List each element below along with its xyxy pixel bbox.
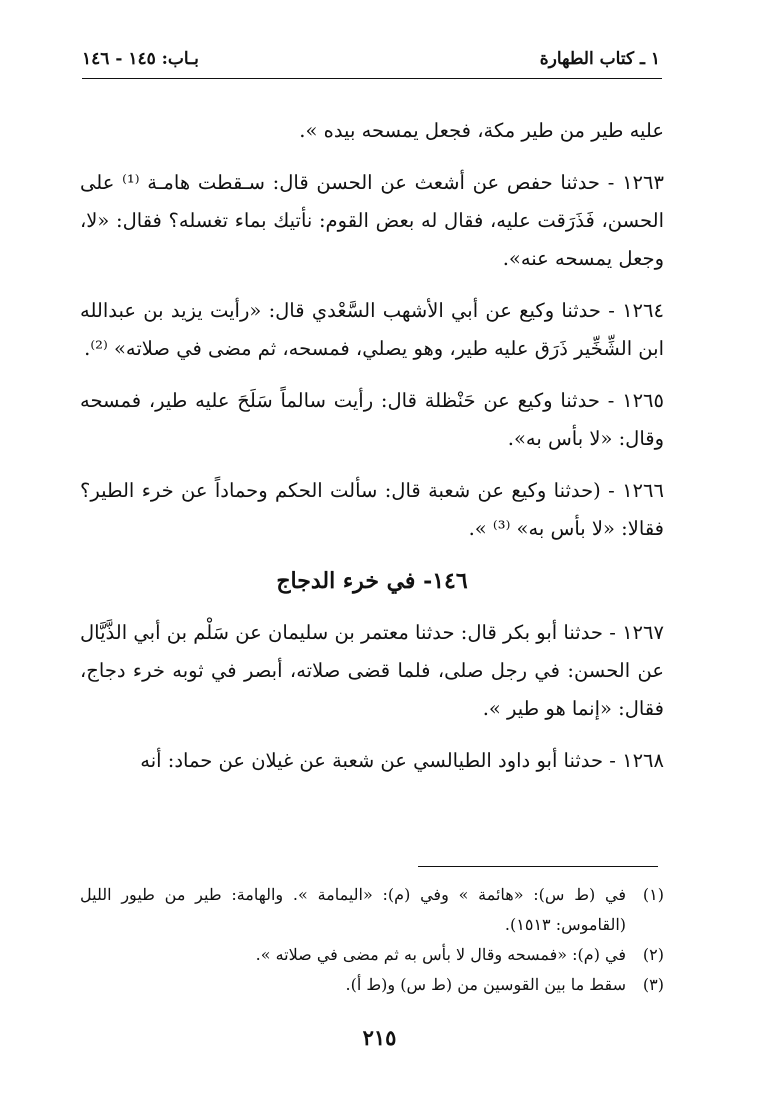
paragraph	[80, 382, 664, 458]
footnote-divider	[418, 866, 658, 867]
header-divider	[82, 78, 662, 79]
paragraph	[80, 292, 664, 368]
hadith-number: ١٢٦٨ -	[609, 749, 664, 772]
hadith-number: ١٢٦٤ -	[608, 299, 664, 322]
paragraph	[80, 742, 664, 780]
paragraph-text: عليه طير من طير مكة، فجعل يمسحه بيده ».	[299, 119, 664, 142]
hadith-number: ١٢٦٥ -	[607, 389, 664, 412]
footnote-number: (١)	[642, 885, 664, 904]
hadith-number: ١٢٦٦ -	[608, 479, 664, 502]
main-text	[80, 112, 664, 794]
footnote-number: (٣)	[642, 975, 664, 994]
paragraph	[80, 164, 664, 278]
footnote-text: سقط ما بين القوسين من (ط س) و(ط أ).	[345, 975, 626, 994]
footnote-number: (٢)	[642, 945, 664, 964]
running-header	[82, 44, 660, 74]
footnotes	[80, 880, 664, 1000]
header-book-title: ١ ـ كتاب الطهارة	[539, 49, 660, 69]
paragraph	[80, 472, 664, 548]
paragraph-text: حدثنا وكيع عن أبي الأشهب السَّعْدي قال: «رأيت يزيد بن عبدالله ابن الشِّخِّير ذَرَق عليه طير، وهو يصلي، فمسحه، ثم مضى في صلاته» ⁽²⁾.	[80, 299, 664, 360]
chapter-title: ١٤٦- في خرء الدجاج	[276, 568, 468, 594]
page-number: ٢١٥	[362, 1025, 397, 1050]
footnote	[80, 970, 664, 1000]
paragraph	[80, 614, 664, 728]
paragraph-text: حدثنا وكيع عن حَنْظلة قال: رأيت سالماً سَلَحَ عليه طير، فمسحه وقال: «لا بأس به».	[80, 389, 664, 450]
paragraph	[80, 112, 664, 150]
paragraph-text: حدثنا أبو بكر قال: حدثنا معتمر بن سليمان عن سَلْم بن أبي الذَّيَّال عن الحسن: في رجل صلى، فلما قضى صلاته، أبصر في ثوبه خرء دجاج، فقال: «إنما هو طير ».	[80, 621, 664, 720]
footnote	[80, 880, 664, 940]
paragraph-text: (حدثنا وكيع عن شعبة قال: سألت الحكم وحماداً عن خرء الطير؟ فقالا: «لا بأس به» ⁽³⁾ ».	[80, 479, 664, 540]
footnote	[80, 940, 664, 970]
hadith-number: ١٢٦٧ -	[609, 621, 664, 644]
paragraph-text: حدثنا حفص عن أشعث عن الحسن قال: سـقطت هامـة ⁽¹⁾ على الحسن، فَذَرَقت عليه، فقال له بعض القوم: نأتيك بماء تغسله؟ فقال: «لا، وجعل يمسحه عنه».	[80, 171, 664, 270]
header-chapter-range: بـاب: ١٤٥ - ١٤٦	[82, 49, 199, 69]
footnote-text: في (ط س): «هائمة » وفي (م): «اليمامة ». والهامة: طير من طيور الليل (القاموس: ١٥١٣).	[80, 885, 626, 934]
paragraph-text: حدثنا أبو داود الطيالسي عن شعبة عن غيلان عن حماد: أنه	[140, 749, 610, 772]
hadith-number: ١٢٦٣ -	[607, 171, 664, 194]
footnote-text: في (م): «فمسحه وقال لا بأس به ثم مضى في صلاته ».	[255, 945, 626, 964]
